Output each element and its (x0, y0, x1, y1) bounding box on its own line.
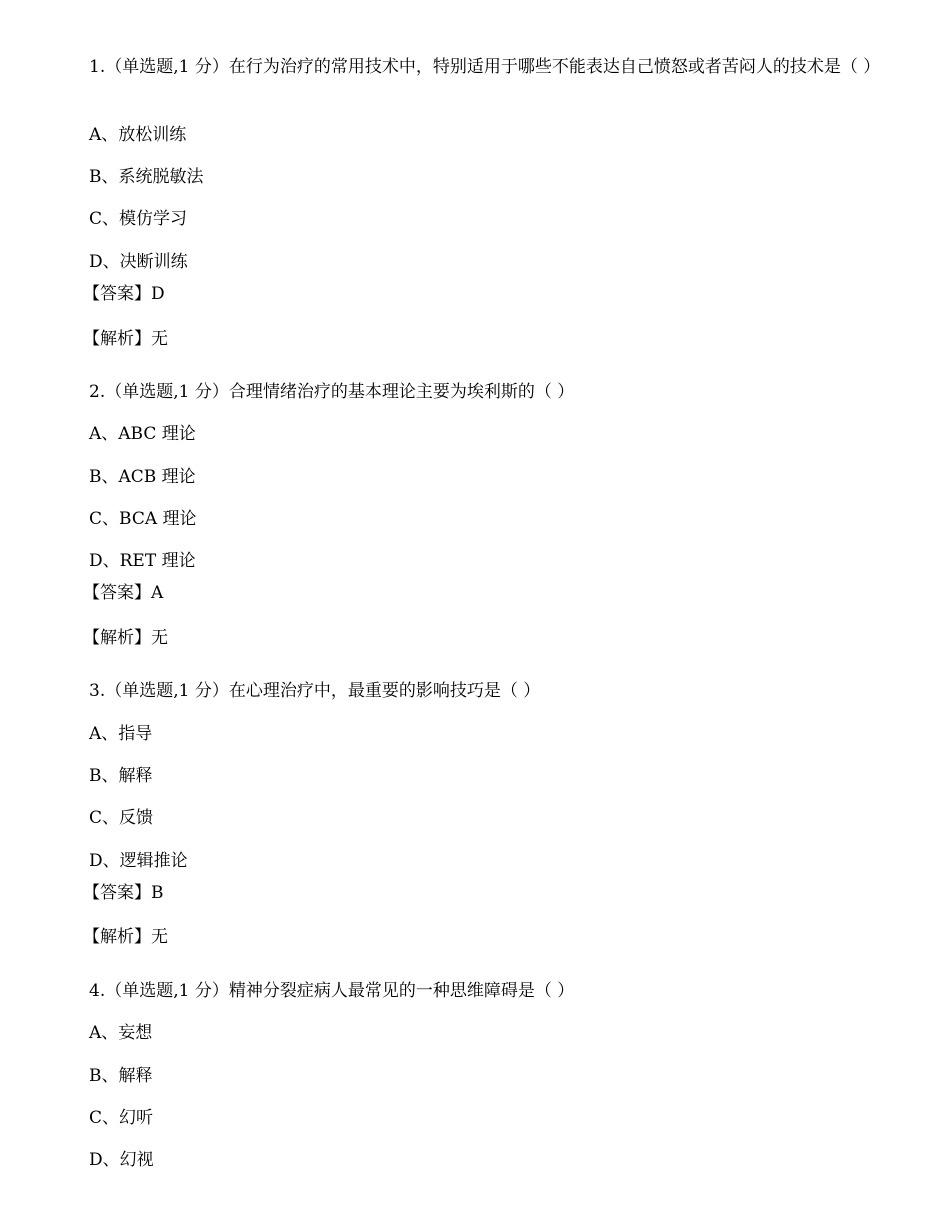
question-4-option-a: A、妄想 (89, 1023, 153, 1043)
question-2-option-a: A、ABC 理论 (89, 424, 196, 444)
question-1-option-c: C、模仿学习 (89, 209, 188, 229)
question-4-stem: 4.（单选题,1 分）精神分裂症病人最常见的一种思维障碍是（ ） (89, 981, 575, 1001)
question-2-stem: 2.（单选题,1 分）合理情绪治疗的基本理论主要为埃利斯的（ ） (89, 382, 575, 402)
question-3-option-b: B、解释 (89, 766, 153, 786)
question-3-stem: 3.（单选题,1 分）在心理治疗中，最重要的影响技巧是（ ） (89, 681, 541, 701)
question-2-answer: 【答案】A (83, 583, 164, 603)
question-1-analysis: 【解析】无 (83, 329, 168, 349)
question-2-option-b: B、ACB 理论 (89, 467, 196, 487)
question-1-stem: 1.（单选题,1 分）在行为治疗的常用技术中，特别适用于哪些不能表达自己愤怒或者苦闷人的技术是（ ） (89, 57, 881, 77)
question-1-answer: 【答案】D (83, 284, 165, 304)
question-2-analysis: 【解析】无 (83, 628, 168, 648)
question-3-option-d: D、逻辑推论 (89, 851, 188, 871)
question-3-option-c: C、反馈 (89, 808, 154, 828)
question-1-option-a: A、放松训练 (89, 125, 187, 145)
question-4-option-d: D、幻视 (89, 1150, 154, 1170)
question-4-option-b: B、解释 (89, 1066, 153, 1086)
question-1-option-d: D、决断训练 (89, 252, 188, 272)
question-2-option-c: C、BCA 理论 (89, 509, 197, 529)
question-3-analysis: 【解析】无 (83, 927, 168, 947)
question-4-option-c: C、幻听 (89, 1108, 154, 1128)
question-3-option-a: A、指导 (89, 724, 153, 744)
question-1-option-b: B、系统脱敏法 (89, 167, 204, 187)
question-2-option-d: D、RET 理论 (89, 551, 196, 571)
question-3-answer: 【答案】B (83, 883, 164, 903)
